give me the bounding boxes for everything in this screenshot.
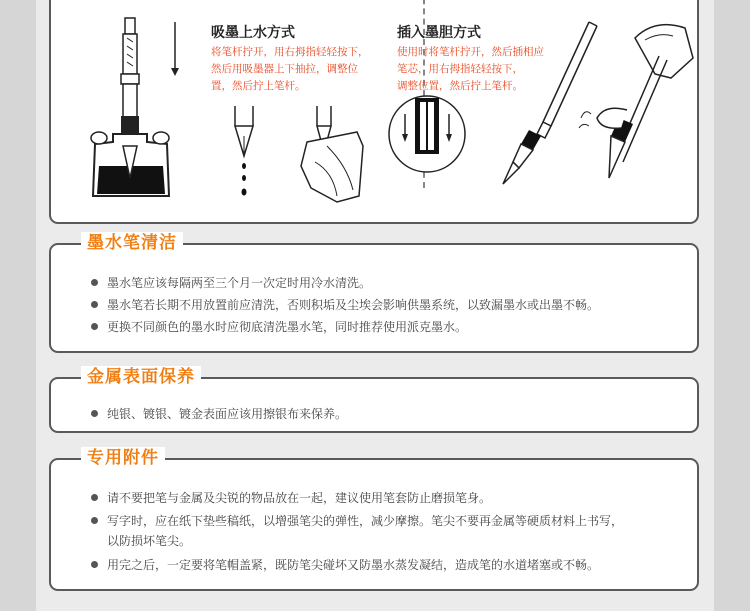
- right-background-stripe: [714, 0, 750, 611]
- cartridge-method-title: 插入墨胆方式: [397, 25, 481, 41]
- fill-method-line-3: 置，然后拧上笔杆。: [211, 80, 306, 92]
- metal-section-title: 金属表面保养: [81, 366, 201, 388]
- fill-method-line-2: 然后用吸墨器上下抽拉，调整位: [211, 63, 358, 75]
- metal-item-1: 纯银、镀银、镀金表面应该用擦银布来保养。: [107, 407, 348, 421]
- left-background-stripe: [0, 0, 36, 611]
- accessories-item-3: 用完之后，一定要将笔帽盖紧，既防笔尖碰坏又防墨水蒸发凝结，造成笔的水道堵塞或不畅。: [107, 558, 600, 572]
- fill-method-line-1: 将笔杆拧开，用右拇指轻轻按下，: [211, 46, 369, 58]
- accessories-section-title: 专用附件: [81, 447, 165, 469]
- cleaning-section-title: 墨水笔清洁: [81, 232, 183, 254]
- nib-dripping-illustration: [227, 106, 267, 206]
- bullet-dot: [91, 279, 98, 286]
- accessories-item-2-line-2: 以防损坏笔尖。: [107, 534, 192, 548]
- cartridge-method-line-1: 使用时将笔杆拧开，然后插相应: [397, 46, 544, 58]
- bullet-dot: [91, 323, 98, 330]
- filling-instructions-panel: [49, 0, 699, 224]
- metal-surface-care-panel: [49, 367, 699, 433]
- bullet-dot: [91, 410, 98, 417]
- fill-method-title: 吸墨上水方式: [211, 25, 295, 41]
- bullet-dot: [91, 561, 98, 568]
- hand-wiping-nib-illustration: [287, 106, 377, 206]
- cleaning-item-1: 墨水笔应该每隔两至三个月一次定时用冷水清洗。: [107, 276, 372, 290]
- accessories-panel: [49, 448, 699, 591]
- accessories-item-1: 请不要把笔与金属及尖锐的物品放在一起，建议使用笔套防止磨损笔身。: [107, 491, 492, 505]
- cleaning-item-3: 更换不同颜色的墨水时应彻底清洗墨水笔，同时推荐使用派克墨水。: [107, 320, 468, 334]
- bullet-dot: [91, 301, 98, 308]
- hand-holding-pen-illustration: [575, 18, 695, 188]
- ink-pen-cleaning-panel: [49, 233, 699, 353]
- cartridge-method-line-2: 笔芯，用右拇指轻轻按下，: [397, 63, 523, 75]
- converter-in-ink-bottle-illustration: [87, 16, 197, 206]
- accessories-item-2-line-1: 写字时，应在纸下垫些稿纸，以增强笔尖的弹性，减少摩擦。笔尖不要再金属等硬质材料上书写，: [107, 514, 624, 528]
- cleaning-item-2: 墨水笔若长期不用放置前应清洗，否则积垢及尘埃会影响供墨系统，以致漏墨水或出墨不畅。: [107, 298, 600, 312]
- bullet-dot: [91, 494, 98, 501]
- cartridge-insertion-illustration: [387, 94, 467, 174]
- bullet-dot: [91, 517, 98, 524]
- cartridge-method-line-3: 调整位置，然后拧上笔杆。: [397, 80, 523, 92]
